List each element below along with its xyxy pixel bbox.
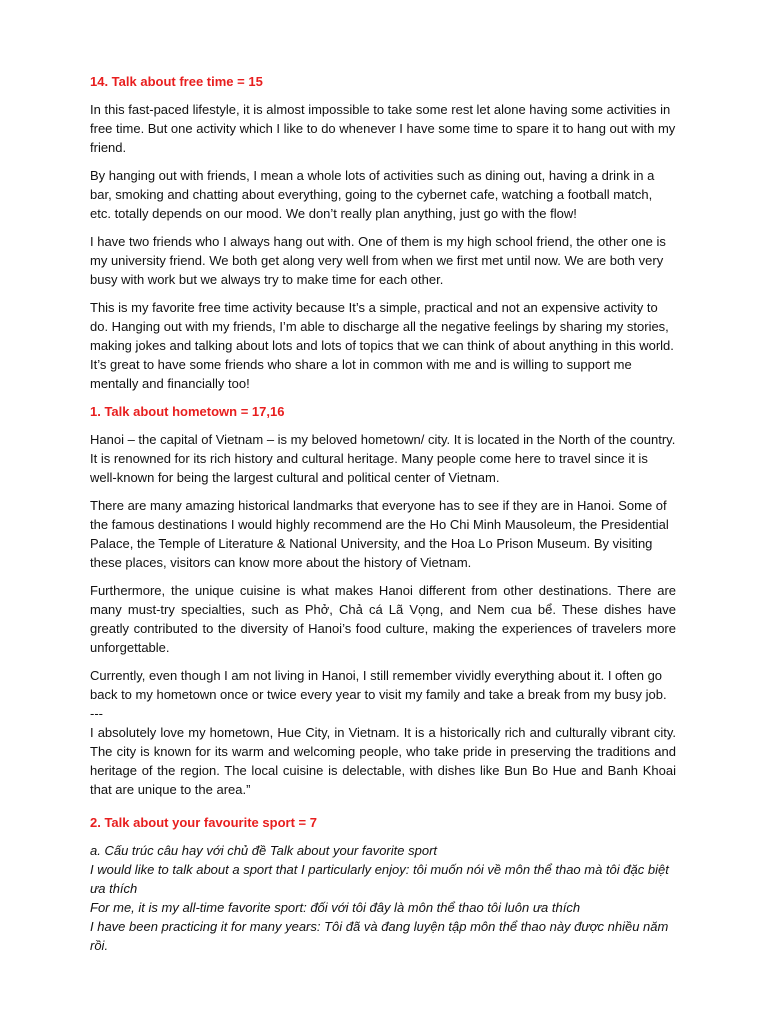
list-item: For me, it is my all-time favorite sport: đối với tôi đây là môn thể thao tôi luôn ưa thích bbox=[90, 900, 581, 915]
list-item: a. Cấu trúc câu hay với chủ đề Talk about your favorite sport bbox=[90, 843, 438, 858]
section-heading-free-time: 14. Talk about free time = 15 bbox=[90, 74, 263, 89]
paragraph: By hanging out with friends, I mean a whole lots of activities such as dining out, having a drink in a bar, smoking and chatting about everything, going to the cybernet cafe, watching a football match, etc. totally depends on our mood. We don’t really plan anything, just go with the flow! bbox=[90, 168, 655, 221]
sentence-structure-list bbox=[90, 841, 676, 955]
paragraph: I have two friends who I always hang out with. One of them is my high school friend, the other one is my university friend. We both get along very well from when we first met until now. We are both very busy with work but we always try to make time for each other. bbox=[90, 234, 666, 287]
list-item: I have been practicing it for many years: Tôi đã và đang luyện tập môn thể thao này được nhiều năm rồi. bbox=[90, 919, 669, 953]
separator-text: --- bbox=[90, 706, 103, 721]
section-heading-favourite-sport: 2. Talk about your favourite sport = 7 bbox=[90, 815, 317, 830]
paragraph: There are many amazing historical landmarks that everyone has to see if they are in Hanoi. Some of the famous destinations I would highly recommend are the Ho Chi Minh Mausoleum, the Presidential Palace, the Temple of Literature & National University, and the Hoa Lo Prison Museum. By visiting these places, visitors can know more about the history of Vietnam. bbox=[90, 498, 669, 570]
paragraph: Currently, even though I am not living in Hanoi, I still remember vividly everything about it. I often go back to my hometown once or twice every year to visit my family and take a break from my busy job. bbox=[90, 668, 667, 702]
list-item: I would like to talk about a sport that I particularly enjoy: tôi muốn nói về môn thể thao mà tôi đặc biệt ưa thích bbox=[90, 862, 669, 896]
paragraph: In this fast-paced lifestyle, it is almost impossible to take some rest let alone having some activities in free time. But one activity which I like to do whenever I have some time to spare it to hang out with my friend. bbox=[90, 102, 676, 155]
paragraph: Hanoi – the capital of Vietnam – is my beloved hometown/ city. It is located in the North of the country. It is renowned for its rich history and cultural heritage. Many people come here to travel since it is well-known for being the largest cultural and political center of Vietnam. bbox=[90, 432, 676, 485]
section-heading-hometown: 1. Talk about hometown = 17,16 bbox=[90, 404, 285, 419]
paragraph: This is my favorite free time activity because It’s a simple, practical and not an expensive activity to do. Hanging out with my friends, I’m able to discharge all the negative feelings by sharing my stories, making jokes and talking about lots and lots of topics that we can think of about anything in this world. It’s great to have some friends who share a lot in common with me and is willing to support me mentally and financially too! bbox=[90, 300, 674, 391]
paragraph: Furthermore, the unique cuisine is what makes Hanoi different from other destinations. There are many must-try specialties, such as Phở, Chả cá Lã Vọng, and Nem cua bể. These dishes have greatly contributed to the diversity of Hanoi’s food culture, making the experiences of travelers more unforgettable. bbox=[90, 583, 676, 655]
paragraph: I absolutely love my hometown, Hue City, in Vietnam. It is a historically rich and culturally vibrant city. The city is known for its warm and welcoming people, who take pride in preserving the traditions and heritage of the region. The local cuisine is delectable, with dishes like Bun Bo Hue and Banh Khoai that are unique to the area.” bbox=[90, 725, 676, 797]
